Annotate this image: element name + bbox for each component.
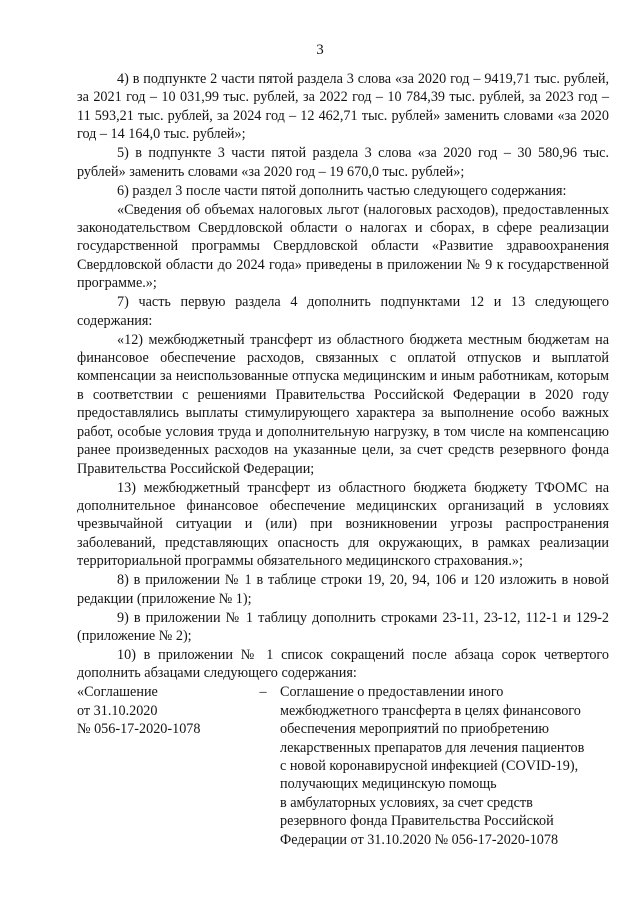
paragraph-item-10: 10) в приложении № 1 список сокращений после абзаца сорок четвертого дополнить абзацами следующего содержания: <box>77 646 609 682</box>
abbreviation-definition-line: лекарственных препаратов для лечения пациентов <box>280 739 585 756</box>
abbreviation-definition-line: резервного фонда Правительства Российской <box>280 813 554 830</box>
abbreviation-definition-line: межбюджетного трансферта в целях финансового <box>280 702 581 719</box>
paragraph-item-5: 5) в подпункте 3 части пятой раздела 3 слова «за 2020 год – 30 580,96 тыс. рублей» заменить словами «за 2020 год – 19 670,0 тыс. рублей»; <box>77 145 609 180</box>
abbreviation-definition-line: Федерации от 31.10.2020 № 056-17-2020-1078 <box>280 831 559 848</box>
abbreviation-definition <box>280 683 609 849</box>
paragraph-item-9: 9) в приложении № 1 таблицу дополнить строками 23-11, 23-12, 112-1 и 129-2 (приложение № 2); <box>77 609 609 644</box>
abbreviation-term <box>77 683 257 738</box>
paragraph-item-7: 7) часть первую раздела 4 дополнить подпунктами 12 и 13 следующего содержания: <box>77 294 609 329</box>
abbreviation-term-line: от 31.10.2020 <box>77 702 158 719</box>
paragraph-item-8: 8) в приложении № 1 в таблице строки 19, 20, 94, 106 и 120 изложить в новой редакции (приложение № 1); <box>77 572 609 607</box>
abbreviation-definition-line: Соглашение о предоставлении иного <box>280 684 504 701</box>
abbreviation-term-line: № 056-17-2020-1078 <box>77 721 201 738</box>
abbreviation-definition-line: с новой коронавирусной инфекцией (COVID-19), <box>280 757 579 774</box>
abbreviation-entry <box>77 683 609 865</box>
paragraph-subitem-13: 13) межбюджетный трансферт из областного бюджета бюджету ТФОМС на дополнительное финансовое обеспечение медицинских организаций в условиях чрезвычайной ситуации и (или) при возникновении угрозы распространения заболеваний, представляющих опасность для окружающих, в рамках реализации территориальной программы обязательного медицинского страхования.»; <box>77 479 609 570</box>
abbreviation-definition-line: в амбулаторных условиях, за счет средств <box>280 794 533 811</box>
abbreviation-dash: – <box>259 684 267 701</box>
document-body <box>77 70 609 865</box>
abbreviation-term-line: «Соглашение <box>77 684 158 701</box>
paragraph-quote-tax-benefits: «Сведения об объемах налоговых льгот (налоговых расходов), предоставленных законодательством Свердловской области о налогах и сборах, в сфере реализации государственной программы Свердловской области «Развитие здравоохранения Свердловской области до 2024 года» приведены в приложении № 9 к государственной программе.»; <box>77 201 609 292</box>
paragraph-item-6: 6) раздел 3 после части пятой дополнить частью следующего содержания: <box>117 182 567 199</box>
paragraph-subitem-12: «12) межбюджетный трансферт из областного бюджета местным бюджетам на финансовое обеспечение расходов, связанных с оплатой отпусков и выплатой компенсации за неиспользованные отпуска медицинским и иным работникам, которым в соответствии с решениями Правительства Российской Федерации в 2020 году предоставлялись выплаты стимулирующего характера за выполнение особо важных работ, особые условия труда и дополнительную нагрузку, в том числе на компенсацию ранее произведенных расходов на указанные цели, за счет средств резервного фонда Правительства Российской Федерации; <box>77 331 609 477</box>
paragraph-item-4: 4) в подпункте 2 части пятой раздела 3 слова «за 2020 год – 9419,71 тыс. рублей, за 2021 год – 10 031,99 тыс. рублей, за 2022 год – 10 784,39 тыс. рублей, за 2023 год – 11 593,21 тыс. рублей, за 2024 год – 12 462,71 тыс. рублей» заменить словами «за 2020 год – 14 164,0 тыс. рублей»; <box>77 71 609 143</box>
page-number: 3 <box>316 42 324 58</box>
abbreviation-definition-line: получающих медицинскую помощь <box>280 776 497 793</box>
abbreviation-definition-line: обеспечения мероприятий по приобретению <box>280 721 549 738</box>
